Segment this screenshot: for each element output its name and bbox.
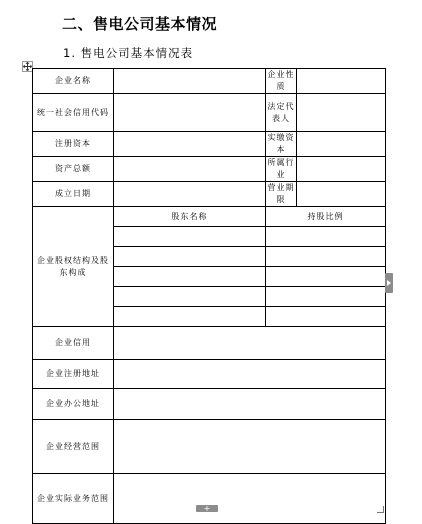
table-row [33, 132, 386, 157]
credit-label: 企业信用 [33, 327, 114, 360]
share-ratio-header: 持股比例 [266, 207, 386, 227]
credit-value[interactable] [114, 327, 386, 360]
equity-structure-label: 企业股权结构及股东构成 [33, 207, 114, 327]
section-title: 二、售电公司基本情况 [62, 15, 218, 33]
business-term-label: 营业期限 [266, 182, 297, 207]
share-ratio-cell[interactable] [266, 247, 386, 267]
shareholder-name-cell[interactable] [114, 307, 266, 327]
company-info-table [32, 68, 386, 524]
total-assets-label: 资产总额 [33, 157, 114, 182]
business-term-value[interactable] [297, 182, 386, 207]
add-row-handle[interactable]: + [196, 505, 218, 512]
shareholder-name-header: 股东名称 [114, 207, 266, 227]
table-row [33, 207, 386, 227]
table-resize-handle[interactable] [377, 506, 384, 513]
paid-capital-value[interactable] [297, 132, 386, 157]
business-scope-value[interactable] [114, 420, 386, 474]
legal-rep-value[interactable] [297, 94, 386, 132]
table-row [33, 360, 386, 389]
share-ratio-cell[interactable] [266, 267, 386, 287]
office-address-value[interactable] [114, 389, 386, 420]
add-column-handle[interactable] [385, 273, 393, 293]
established-date-label: 成立日期 [33, 182, 114, 207]
table-row [33, 327, 386, 360]
paid-capital-label: 实缴资本 [266, 132, 297, 157]
credit-code-value[interactable] [114, 94, 266, 132]
industry-value[interactable] [297, 157, 386, 182]
registered-capital-value[interactable] [114, 132, 266, 157]
shareholder-name-cell[interactable] [114, 287, 266, 307]
table-caption: 1. 售电公司基本情况表 [63, 46, 194, 60]
table-row [33, 69, 386, 94]
table-row [33, 157, 386, 182]
share-ratio-cell[interactable] [266, 307, 386, 327]
established-date-value[interactable] [114, 182, 266, 207]
business-scope-label: 企业经营范围 [33, 420, 114, 474]
table-row [33, 182, 386, 207]
company-nature-value[interactable] [297, 69, 386, 94]
shareholder-name-cell[interactable] [114, 267, 266, 287]
registered-address-label: 企业注册地址 [33, 360, 114, 389]
office-address-label: 企业办公地址 [33, 389, 114, 420]
share-ratio-cell[interactable] [266, 227, 386, 247]
industry-label: 所属行业 [266, 157, 297, 182]
registered-address-value[interactable] [114, 360, 386, 389]
total-assets-value[interactable] [114, 157, 266, 182]
share-ratio-cell[interactable] [266, 287, 386, 307]
company-name-label: 企业名称 [33, 69, 114, 94]
registered-capital-label: 注册资本 [33, 132, 114, 157]
actual-business-scope-value[interactable] [114, 474, 386, 524]
table-row [33, 474, 386, 524]
company-name-value[interactable] [114, 69, 266, 94]
credit-code-label: 统一社会信用代码 [33, 94, 114, 132]
company-nature-label: 企业性质 [266, 69, 297, 94]
table-row [33, 389, 386, 420]
actual-business-scope-label: 企业实际业务范围 [33, 474, 114, 524]
legal-rep-label: 法定代表人 [266, 94, 297, 132]
shareholder-name-cell[interactable] [114, 247, 266, 267]
table-row [33, 94, 386, 132]
table-row [33, 420, 386, 474]
shareholder-name-cell[interactable] [114, 227, 266, 247]
